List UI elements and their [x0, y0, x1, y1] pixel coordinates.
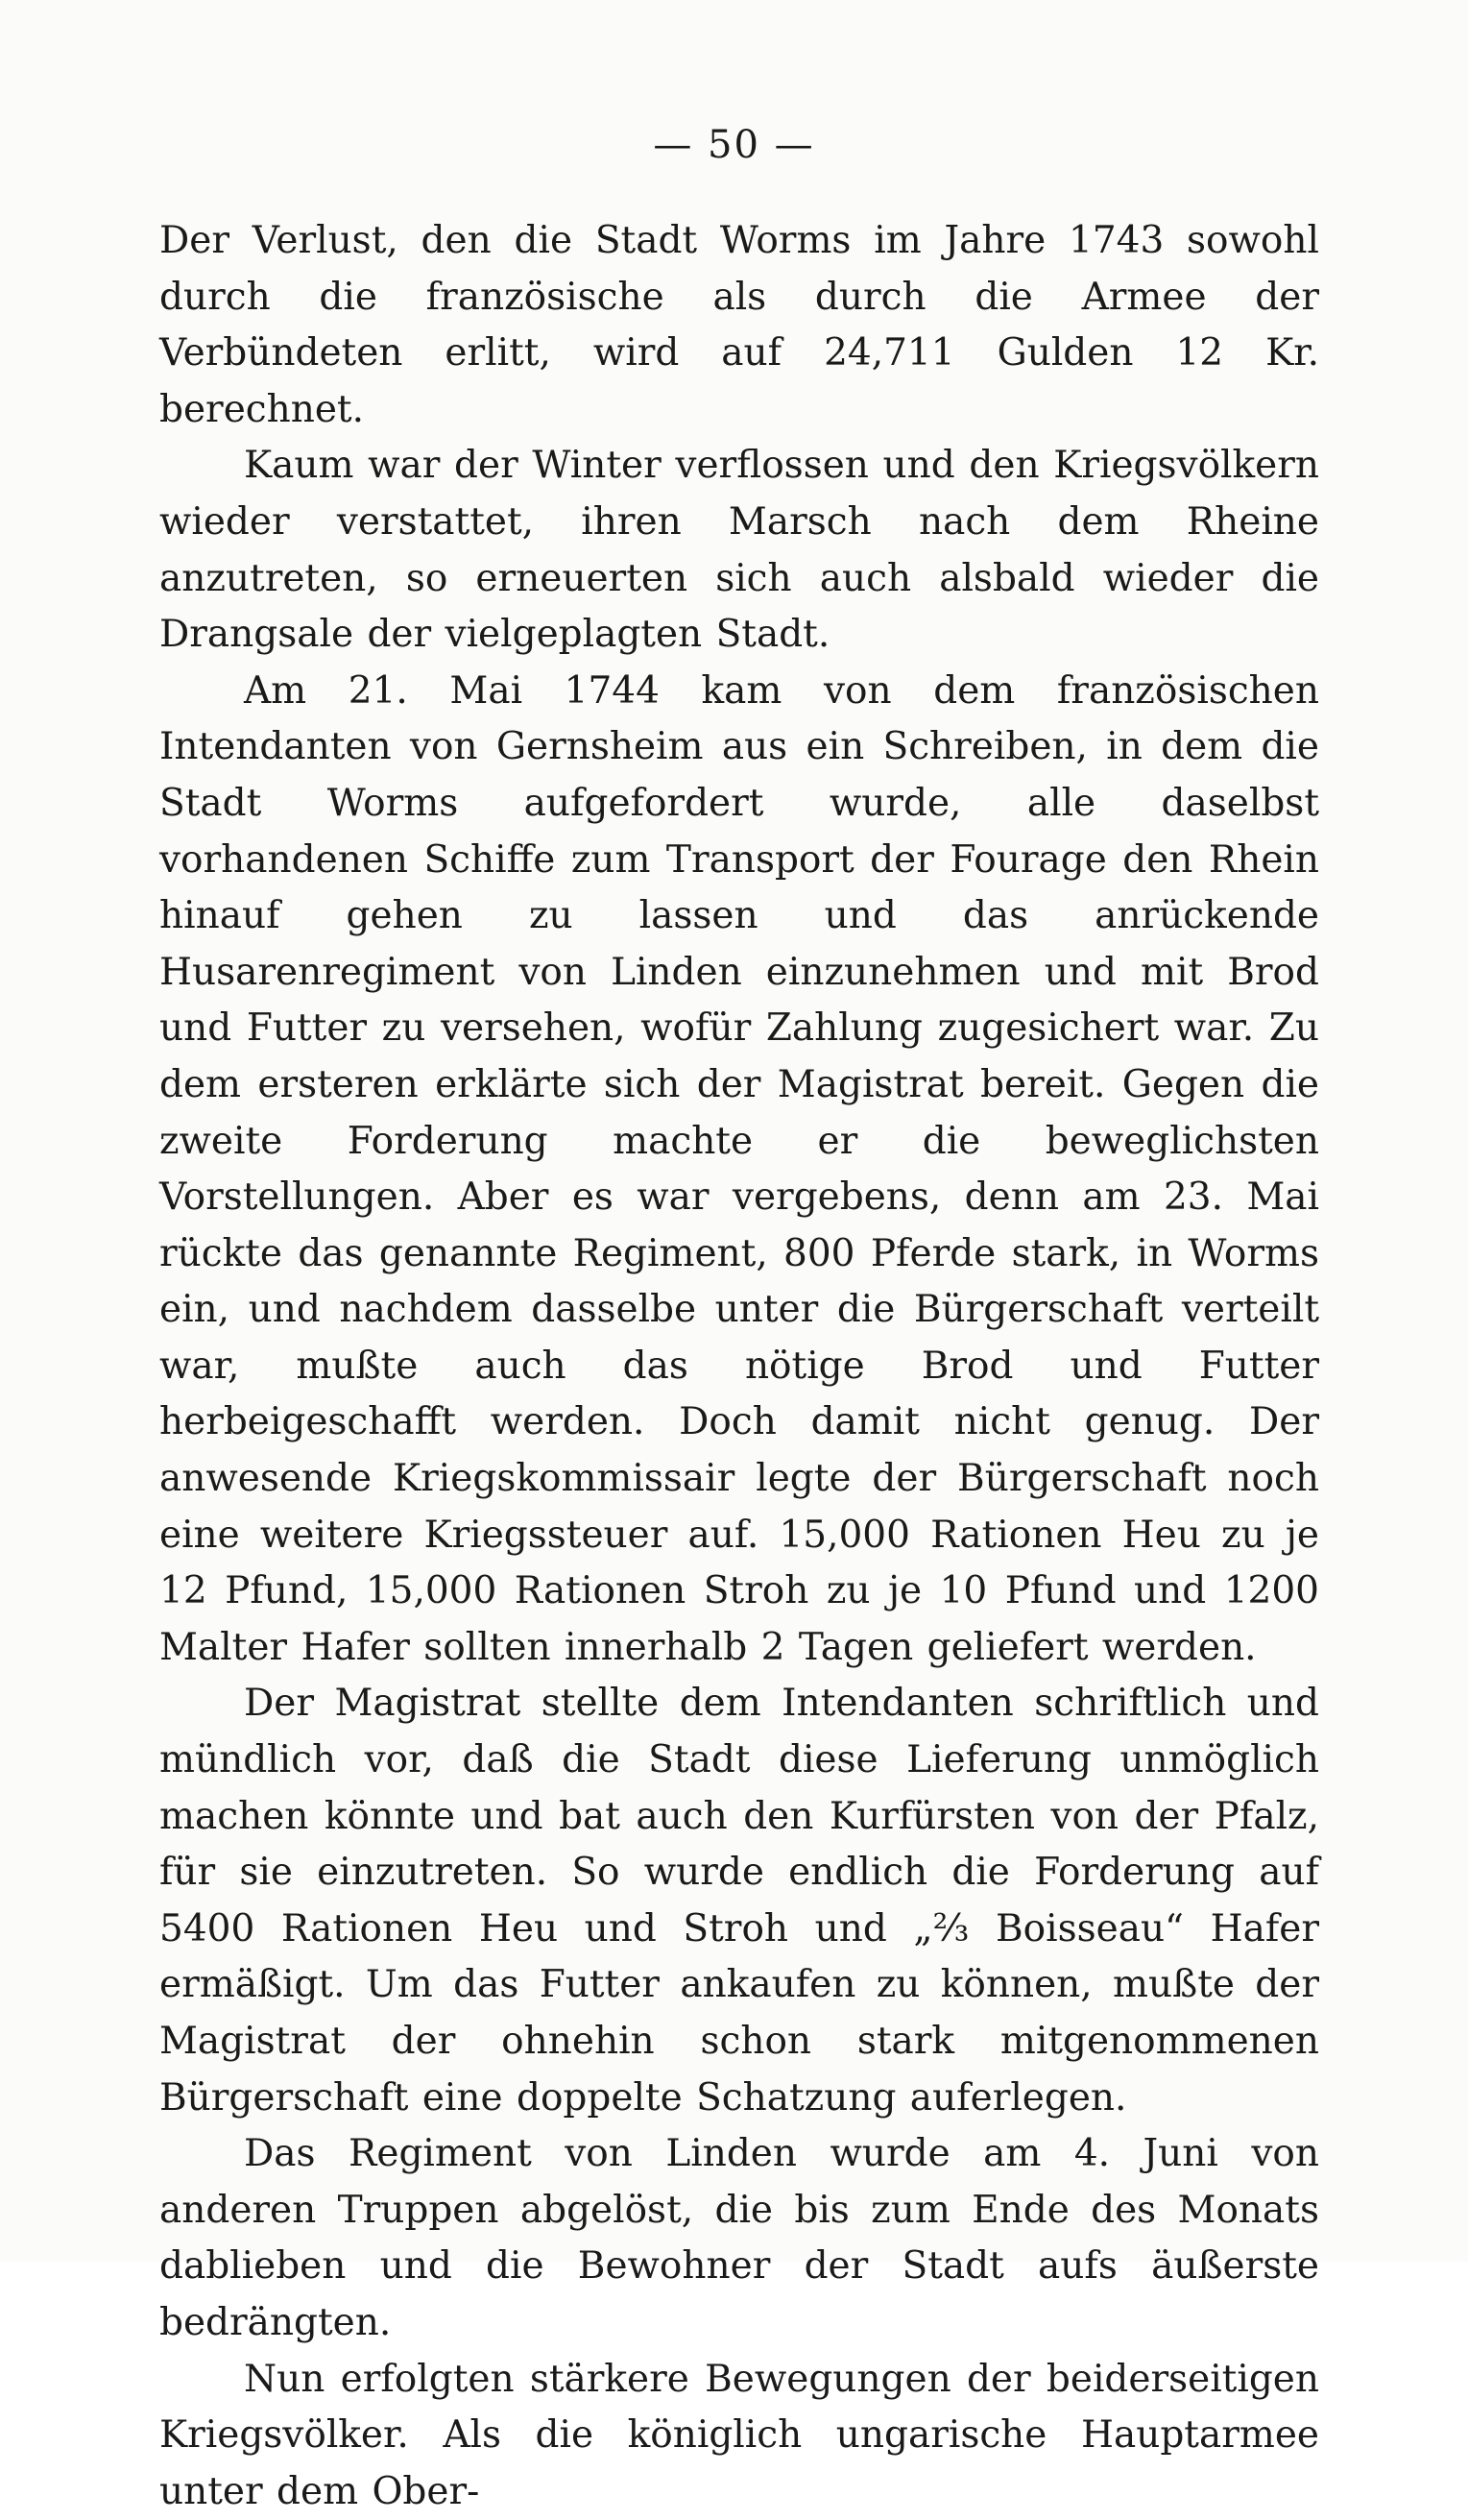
paragraph-5: Das Regiment von Linden wurde am 4. Juni von anderen Truppen abgelöst, die bis zum Ende des Monats dablieben und die Bewohner der Stadt aufs äußerste bedrängten.: [159, 2132, 1319, 2344]
body-text: [159, 213, 1319, 2520]
paragraph-3: Am 21. Mai 1744 kam von dem französischen Intendanten von Gernsheim aus ein Schreiben, in dem die Stadt Worms aufgefordert wurde, alle daselbst vorhandenen Schiffe zum Transport der Fourage den Rhein hinauf gehen zu lassen und das anrückende Husarenregiment von Linden einzunehmen und mit Brod und Futter zu versehen, wofür Zahlung zugesichert war. Zu dem ersteren erklärte sich der Magistrat bereit. Gegen die zweite Forderung machte er die beweglichsten Vorstellungen. Aber es war vergebens, denn am 23. Mai rückte das genannte Regiment, 800 Pferde stark, in Worms ein, und nachdem dasselbe unter die Bürgerschaft verteilt war, mußte auch das nötige Brod und Futter herbeigeschafft werden. Doch damit nicht genug. Der anwesende Kriegskommissair legte der Bürgerschaft noch eine weitere Kriegssteuer auf. 15,000 Rationen Heu zu je 12 Pfund, 15,000 Rationen Stroh zu je 10 Pfund und 1200 Malter Hafer sollten innerhalb 2 Tagen geliefert werden.: [159, 668, 1319, 1669]
paragraph-4: Der Magistrat stellte dem Intendanten schriftlich und mündlich vor, daß die Stadt diese Lieferung unmöglich machen könnte und bat auch den Kurfürsten von der Pfalz, für sie einzutreten. So wurde endlich die Forderung auf 5400 Rationen Heu und Stroh und „⅔ Boisseau“ Hafer ermäßigt. Um das Futter ankaufen zu können, mußte der Magistrat der ohnehin schon stark mitgenommenen Bürgerschaft eine doppelte Schatzung auferlegen.: [159, 1682, 1319, 2120]
paragraph-2: Kaum war der Winter verflossen und den Kriegsvölkern wieder verstattet, ihren Marsch nach dem Rheine anzutreten, so erneuerten sich auch alsbald wieder die Drangsale der vielgeplagten Stadt.: [159, 444, 1319, 657]
paragraph-1: Der Verlust, den die Stadt Worms im Jahre 1743 sowohl durch die französische als durch die Armee der Verbündeten erlitt, wird auf 24,711 Gulden 12 Kr. berechnet.: [159, 219, 1319, 431]
paragraph-6: Nun erfolgten stärkere Bewegungen der beiderseitigen Kriegsvölker. Als die königlich ungarische Hauptarmee unter dem Ober-: [159, 2357, 1319, 2513]
page-number: — 50 —: [653, 123, 815, 167]
